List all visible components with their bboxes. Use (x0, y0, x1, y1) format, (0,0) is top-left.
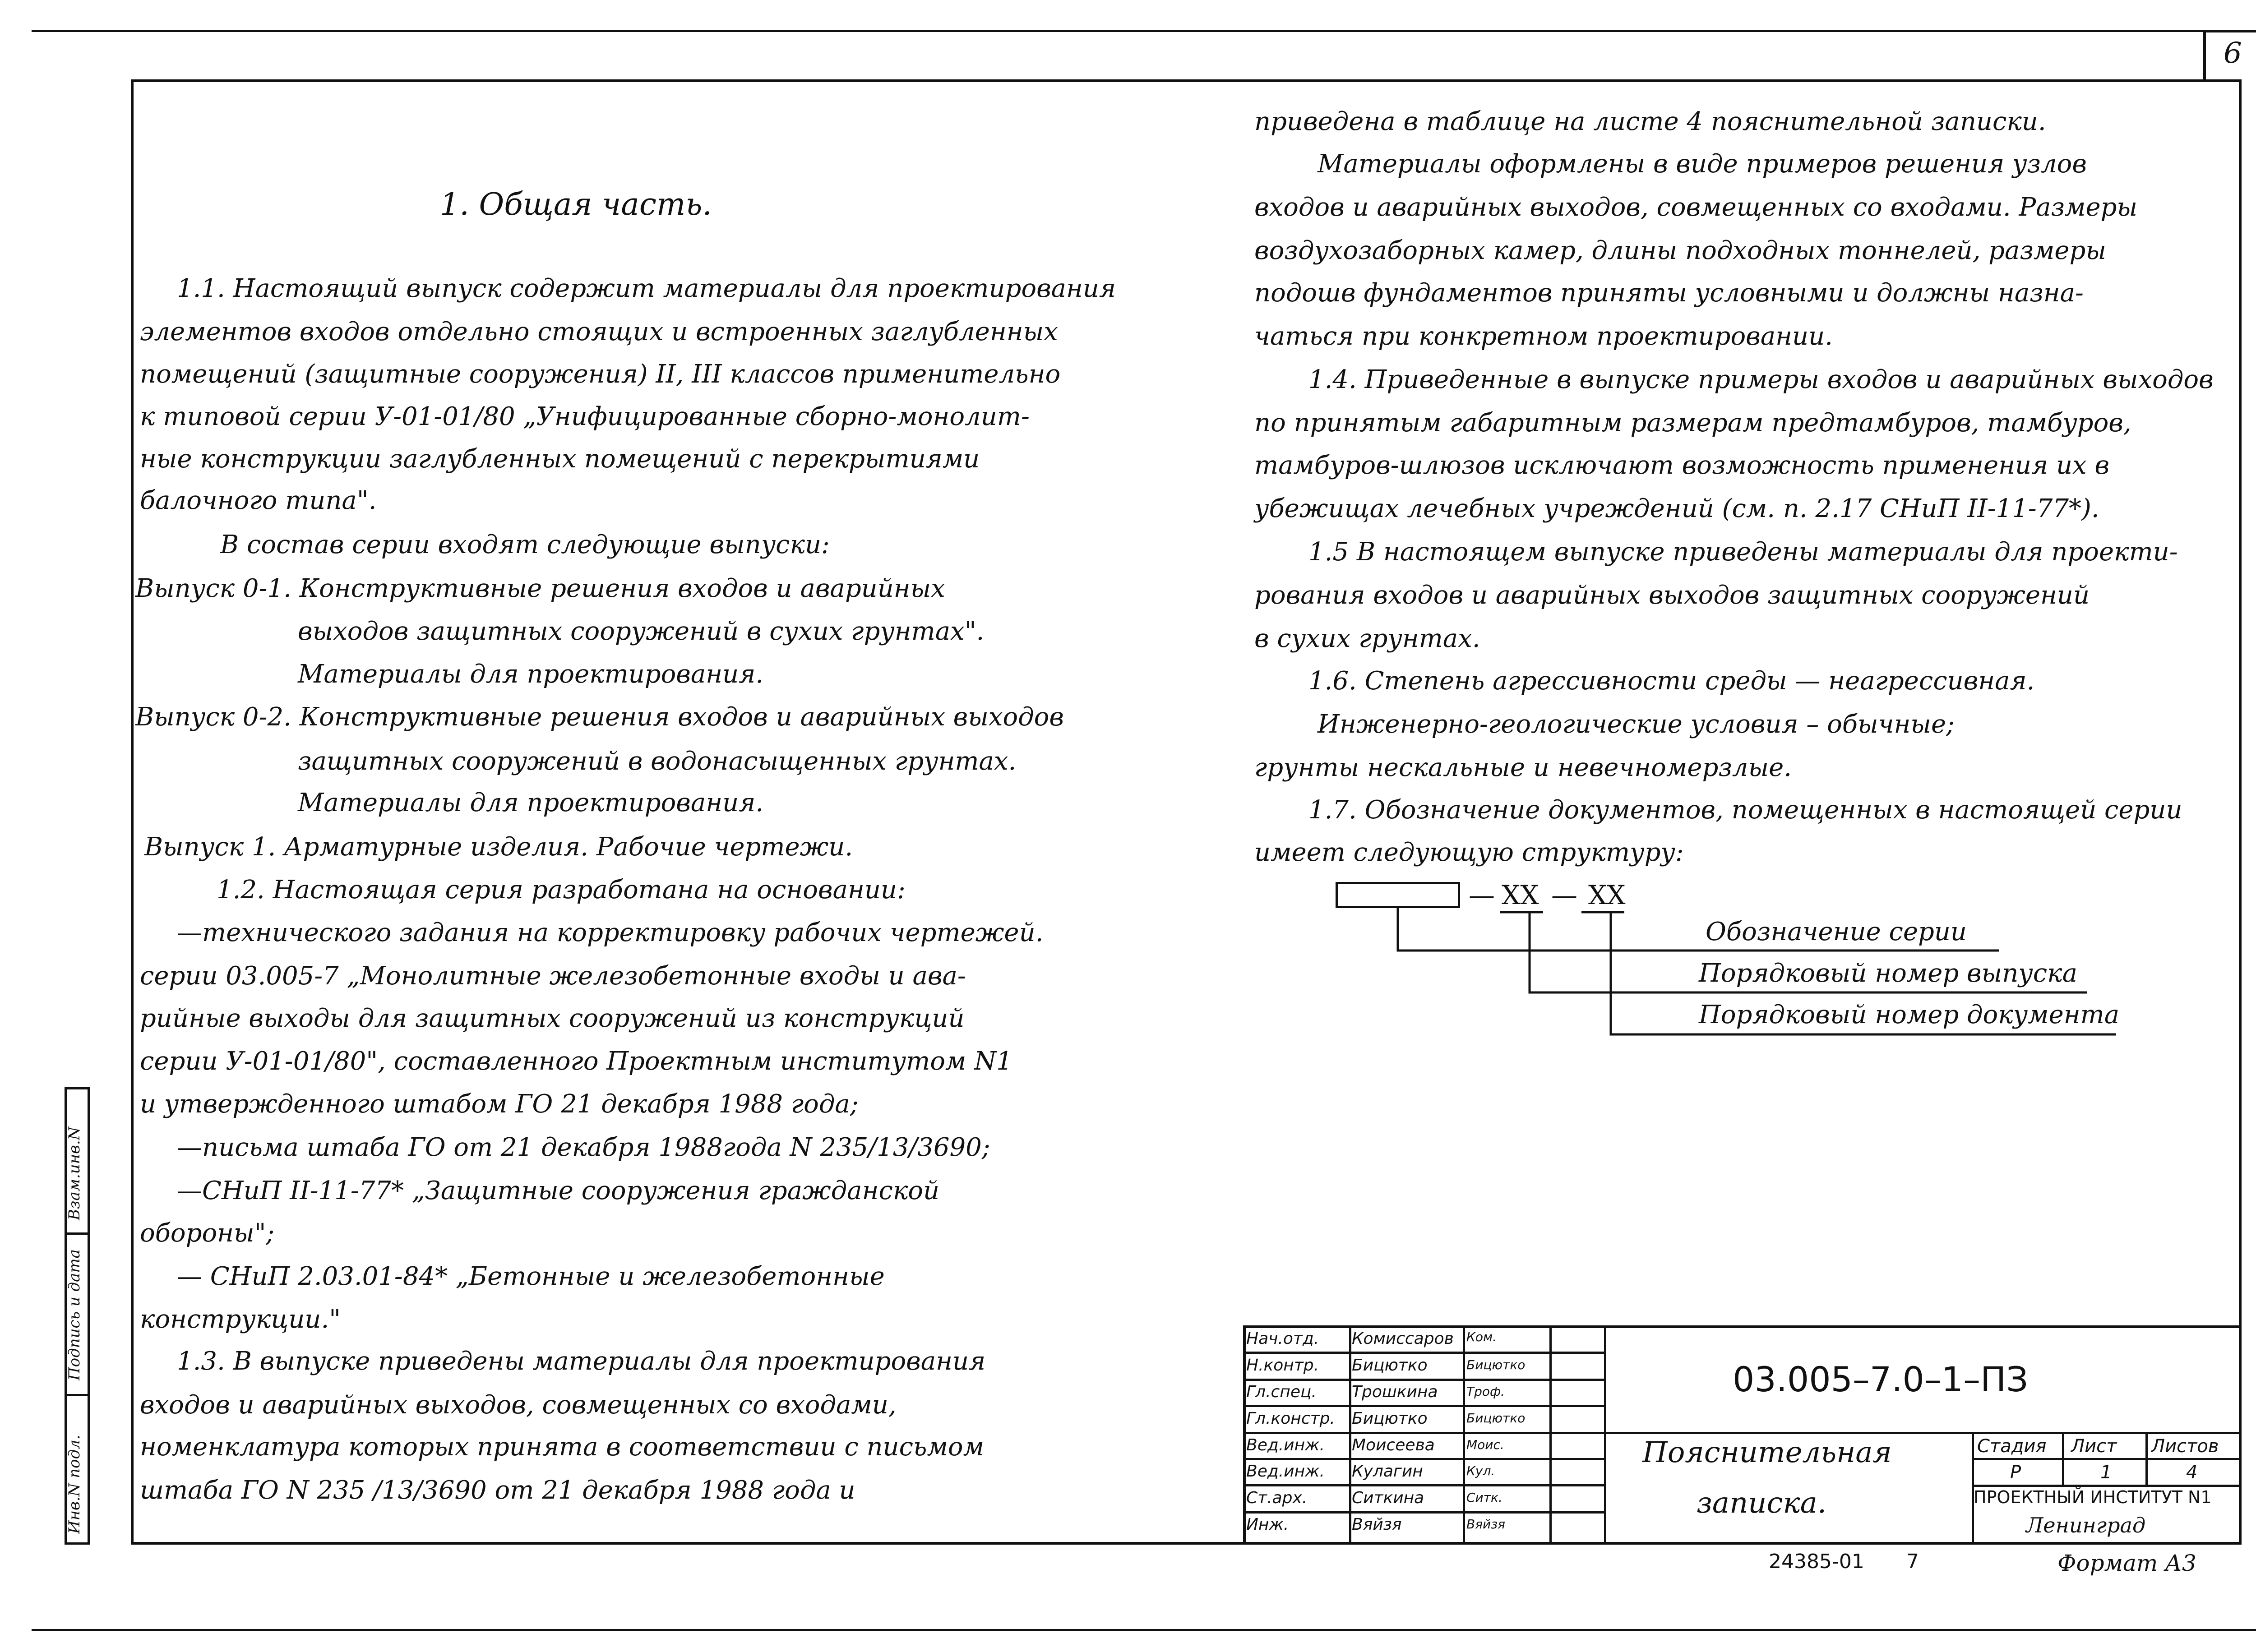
title-block-row-line (1243, 1379, 1604, 1381)
signature-cell: Ком. (1466, 1329, 1497, 1344)
text-line: —СНиП II-11-77* „Защитные сооружения гражданской (177, 1176, 940, 1205)
signature-cell: Моис. (1466, 1437, 1504, 1452)
text-line: выходов защитных сооружений в сухих грунтах". (298, 617, 985, 646)
text-line: 1.2. Настоящая серия разработана на основании: (217, 875, 906, 904)
role-cell: Инж. (1246, 1515, 1289, 1534)
text-line: воздухозаборных камер, длины подходных тоннелей, размеры (1254, 236, 2106, 265)
stage-value: Р (2010, 1462, 2021, 1483)
name-cell: Кулагин (1352, 1462, 1423, 1481)
text-line: —технического задания на корректировку рабочих чертежей. (177, 918, 1044, 947)
text-line: 1.3. В выпуске приведены материалы для проектирования (177, 1347, 986, 1376)
text-line: чаться при конкретном проектировании. (1254, 322, 1833, 351)
text-line: обороны"; (140, 1218, 275, 1248)
sheet-format: Формат А3 (2057, 1550, 2196, 1576)
title-block-row-line (1972, 1458, 2242, 1460)
text-line: 1.1. Настоящий выпуск содержит материалы для проектирования (177, 274, 1116, 303)
role-cell: Вед.инж. (1246, 1462, 1325, 1481)
text-line: 1.6. Степень агрессивности среды — неагрессивная. (1308, 666, 2035, 696)
sheet-value: 1 (2100, 1462, 2112, 1483)
document-code: 03.005–7.0–1–ПЗ (1733, 1359, 2029, 1399)
text-line: в сухих грунтах. (1254, 624, 1480, 653)
designation-label-series: Обозначение серии (1706, 917, 1967, 946)
text-line: конструкции." (140, 1305, 341, 1334)
name-cell: Трошкина (1352, 1383, 1438, 1401)
text-line: Выпуск 1. Арматурные изделия. Рабочие чертежи. (144, 832, 853, 862)
stage-header: Стадия (1977, 1436, 2047, 1457)
signature-cell: Бицютко (1466, 1411, 1526, 1426)
role-cell: Гл.констр. (1246, 1409, 1335, 1428)
text-line: номенклатура которых принята в соответствии с письмом (140, 1432, 985, 1462)
text-line: элементов входов отдельно стоящих и встроенных заглубленных (140, 317, 1058, 346)
designation-doc-mark: XX (1588, 880, 1626, 910)
text-line: защитных сооружений в водонасыщенных грунтах. (298, 747, 1017, 776)
text-line: и утвержденного штабом ГО 21 декабря 1988 года; (140, 1089, 859, 1119)
name-cell: Бицютко (1352, 1409, 1428, 1428)
text-line: Материалы для проектирования. (298, 788, 764, 817)
text-line: —письма штаба ГО от 21 декабря 1988года N 235/13/3690; (177, 1133, 990, 1162)
text-line: входов и аварийных выходов, совмещенных со входами. Размеры (1254, 193, 2138, 222)
designation-dash: — (1551, 880, 1577, 910)
page-number: 6 (2224, 37, 2242, 70)
text-line: Выпуск 0-1. Конструктивные решения входов и аварийных (135, 574, 945, 603)
name-cell: Бицютко (1352, 1356, 1428, 1375)
text-line: балочного типа". (140, 486, 377, 515)
text-line: Материалы оформлены в виде примеров решения узлов (1318, 149, 2087, 179)
signature-cell: Ситк. (1466, 1490, 1502, 1505)
text-line: серии У-01-01/80", составленного Проектным институтом N1 (140, 1047, 1012, 1076)
name-cell: Вяйзя (1352, 1515, 1402, 1534)
text-line: по принятым габаритным размерам предтамбуров, тамбуров, (1254, 408, 2131, 438)
text-line: ные конструкции заглубленных помещений с перекрытиями (140, 444, 980, 474)
title-block-row-line (1243, 1511, 1604, 1514)
text-line: приведена в таблице на листе 4 пояснительной записки. (1254, 107, 2046, 136)
title-block-divider (1604, 1325, 1606, 1545)
name-cell: Моисеева (1352, 1436, 1435, 1454)
designation-label-issue: Порядковый номер выпуска (1699, 959, 2077, 988)
text-line: 1.4. Приведенные в выпуске примеры входов и аварийных выходов (1308, 365, 2214, 394)
role-cell: Вед.инж. (1246, 1436, 1325, 1454)
side-stamp-signature-date: Подпись и дата (65, 1249, 83, 1380)
text-line: грунты нескальные и невечномерзлые. (1254, 753, 1792, 782)
side-stamp-replacement-inv: Взам.инв.N (65, 1126, 83, 1220)
text-line: тамбуров-шлюзов исключают возможность применения их в (1254, 451, 2110, 480)
designation-label-document: Порядковый номер документа (1699, 1000, 2120, 1029)
document-title-line1: Пояснительная (1642, 1436, 1892, 1469)
side-stamp-inv-number: Инв.N подл. (65, 1435, 83, 1534)
role-cell: Нач.отд. (1246, 1329, 1319, 1348)
signature-cell: Троф. (1466, 1384, 1505, 1399)
text-line: Инженерно-геологические условия – обычные; (1318, 710, 1955, 739)
role-cell: Гл.спец. (1246, 1383, 1317, 1401)
organization-name: ПРОЕКТНЫЙ ИНСТИТУТ N1 (1974, 1487, 2212, 1507)
text-line: Материалы для проектирования. (298, 660, 764, 689)
text-line: рийные выходы для защитных сооружений из конструкций (140, 1004, 965, 1033)
title-block-row-line (1243, 1458, 1604, 1460)
sheets-value: 4 (2186, 1462, 2198, 1483)
title-block-row-line (1243, 1405, 1604, 1407)
name-cell: Комиссаров (1352, 1329, 1454, 1348)
title-block-row-line (1243, 1352, 1604, 1354)
text-line: убежищах лечебных учреждений (см. п. 2.17 СНиП II-11-77*). (1254, 494, 2099, 523)
text-line: рования входов и аварийных выходов защитных сооружений (1254, 581, 2090, 610)
signature-cell: Бицютко (1466, 1357, 1526, 1372)
name-cell: Ситкина (1352, 1489, 1424, 1507)
title-block-row-line (1972, 1485, 2242, 1487)
copy-number: 7 (1906, 1550, 1919, 1573)
signature-cell: Кул. (1466, 1463, 1495, 1478)
archive-number: 24385-01 (1769, 1550, 1864, 1573)
document-title-line2: записка. (1697, 1486, 1827, 1520)
text-line: Выпуск 0-2. Конструктивные решения входов и аварийных выходов (135, 702, 1064, 732)
sheet-header: Лист (2071, 1436, 2117, 1457)
section-heading: 1. Общая часть. (440, 187, 712, 222)
designation-issue-mark: XX (1502, 880, 1539, 910)
text-line: серии 03.005-7 „Монолитные железобетонные входы и ава- (140, 961, 966, 991)
text-line: В состав серии входят следующие выпуски: (220, 530, 830, 559)
role-cell: Н.контр. (1246, 1356, 1319, 1375)
text-line: к типовой серии У-01-01/80 „Унифицированные сборно-монолит- (140, 402, 1030, 431)
text-line: помещений (защитные сооружения) II, III классов применительно (140, 360, 1061, 389)
designation-dash: — (1469, 880, 1495, 910)
text-line: 1.7. Обозначение документов, помещенных в настоящей серии (1308, 795, 2182, 825)
role-cell: Ст.арх. (1246, 1489, 1308, 1507)
text-line: — СНиП 2.03.01-84* „Бетонные и железобетонные (177, 1262, 885, 1291)
sheets-header: Листов (2151, 1436, 2219, 1457)
organization-city: Ленинград (2026, 1513, 2146, 1537)
text-line: подошв фундаментов приняты условными и должны назна- (1254, 278, 2084, 308)
title-block-row-line (1243, 1432, 2242, 1434)
signature-cell: Вяйзя (1466, 1517, 1505, 1532)
text-line: 1.5 В настоящем выпуске приведены материалы для проекти- (1308, 537, 2178, 567)
text-line: имеет следующую структуру: (1254, 838, 1684, 867)
title-block-row-line (1243, 1484, 1604, 1486)
text-line: штаба ГО N 235 /13/3690 от 21 декабря 1988 года и (140, 1476, 855, 1505)
text-line: входов и аварийных выходов, совмещенных со входами, (140, 1390, 897, 1420)
